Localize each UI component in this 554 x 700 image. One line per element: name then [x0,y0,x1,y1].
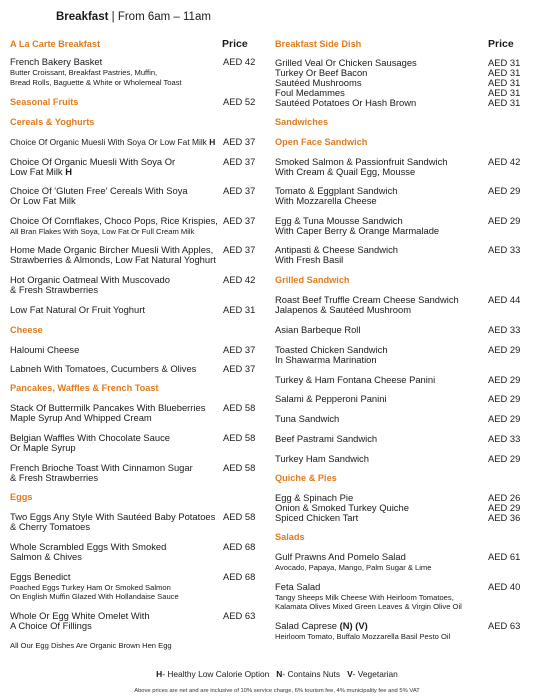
section-salads: Salads [275,532,305,542]
item-caprese-desc: Heirloom Tomato, Buffalo Mozzarella Basil Pesto Oil [275,632,451,641]
item-oatmeal-2: & Fresh Strawberries [10,284,99,295]
item-benedict-desc-2: On English Muffin Glazed With Hollandaise Sauce [10,592,179,601]
section-open-face: Open Face Sandwich [275,137,368,147]
quiche-price: AED 36 [488,512,521,523]
price-waffles: AED 58 [223,432,256,443]
section-cereals: Cereals & Yoghurts [10,117,95,127]
price-labneh: AED 37 [223,363,256,374]
item-two-eggs-2: & Cherry Tomatoes [10,521,91,532]
side-price: AED 31 [488,97,521,108]
item-gluten-2: Or Low Fat Milk [10,195,76,206]
item-antipasti-2: With Fresh Basil [275,254,344,265]
item-tomato-2: With Mozzarella Cheese [275,195,377,206]
item-feta: Feta Salad [275,581,321,592]
item-gulf: Gulf Prawns And Pomelo Salad [275,551,406,562]
menu-hours: From 6am – 11am [117,11,211,23]
section-pancakes: Pancakes, Waffles & French Toast [10,383,159,393]
item-bircher-2: Strawberries & Almonds, Low Fat Natural Yoghurt [10,254,216,265]
item-oatmeal-1: Hot Organic Oatmeal With Muscovado [10,274,170,285]
item-brioche-1: French Brioche Toast With Cinnamon Sugar [10,462,193,473]
price-tuna: AED 29 [488,413,521,424]
section-side-dish: Breakfast Side Dish [275,39,362,49]
item-scrambled-1: Whole Scrambled Eggs With Smoked [10,541,167,552]
price-yoghurt: AED 31 [223,304,256,315]
price-seasonal: AED 52 [223,96,256,107]
price-feta: AED 40 [488,581,521,592]
section-grilled: Grilled Sandwich [275,275,350,285]
price-turkey-ham: AED 29 [488,453,521,464]
title-separator: | [111,11,115,23]
menu-name: Breakfast [56,11,109,23]
item-smoked-salmon-1: Smoked Salmon & Passionfruit Sandwich [275,156,448,167]
price-muesli-h: AED 37 [223,136,256,147]
item-waffles-2: Or Maple Syrup [10,442,76,453]
price-brioche: AED 58 [223,462,256,473]
price-header-right: Price [488,38,514,50]
item-smoked-salmon-2: With Cream & Quail Egg, Mousse [275,166,416,177]
price-asian: AED 33 [488,324,521,335]
item-toasted-2: In Shawarma Marination [275,354,377,365]
section-eggs: Eggs [10,492,33,502]
section-cheese: Cheese [10,325,43,335]
item-waffles-1: Belgian Waffles With Chocolate Sauce [10,432,170,443]
item-pancakes-1: Stack Of Buttermilk Pancakes With Blueberries [10,402,206,413]
item-muesli-1: Choice Of Organic Muesli With Soya Or [10,156,176,167]
item-egg-tuna-1: Egg & Tuna Mousse Sandwich [275,215,403,226]
item-roast-beef-1: Roast Beef Truffle Cream Cheese Sandwich [275,294,459,305]
item-bakery-desc-1: Butter Croissant, Breakfast Pastries, Muffin, [10,68,158,77]
item-tuna: Tuna Sandwich [275,413,340,424]
item-antipasti-1: Antipasti & Cheese Sandwich [275,244,398,255]
price-muesli: AED 37 [223,156,256,167]
item-bakery-desc-2: Bread Rolls, Baguette & White or Wholemeal Toast [10,78,182,87]
section-quiche: Quiche & Pies [275,473,337,483]
side-price: AED 31 [488,67,521,78]
quiche-item: Onion & Smoked Turkey Quiche [275,502,409,513]
item-egg-tuna-2: With Caper Berry & Orange Marmalade [275,225,440,236]
price-toasted: AED 29 [488,344,521,355]
price-pastrami: AED 33 [488,433,521,444]
item-bircher-1: Home Made Organic Bircher Muesli With Apples, [10,244,214,255]
price-bircher: AED 37 [223,244,256,255]
side-item: Grilled Veal Or Chicken Sausages [275,57,417,68]
price-caprese: AED 63 [488,620,521,631]
item-muesli-h: Choice Of Organic Muesli With Soya Or Low Fat Milk H [10,137,216,147]
item-pancakes-2: Maple Syrup And Whipped Cream [10,412,152,423]
item-roast-beef-2: Jalapenos & Sautéed Mushroom [275,304,412,315]
section-seasonal-fruits: Seasonal Fruits [10,97,79,107]
side-item: Sautéed Potatoes Or Hash Brown [275,97,417,108]
item-tomato-1: Tomato & Eggplant Sandwich [275,185,398,196]
item-gluten-1: Choice Of 'Gluten Free' Cereals With Soya [10,185,188,196]
price-gluten: AED 37 [223,185,256,196]
item-pastrami: Beef Pastrami Sandwich [275,433,378,444]
item-omelet-1: Whole Or Egg White Omelet With [10,610,150,621]
item-brioche-2: & Fresh Strawberries [10,472,99,483]
item-benedict: Eggs Benedict [10,571,71,582]
price-roast-beef: AED 44 [488,294,521,305]
side-price: AED 31 [488,87,521,98]
side-price: AED 31 [488,77,521,88]
item-turkey-ham: Turkey Ham Sandwich [275,453,369,464]
item-cornflakes-2: All Bran Flakes With Soya, Low Fat Or Full Cream Milk [10,227,195,236]
price-antipasti: AED 33 [488,244,521,255]
section-a-la-carte: A La Carte Breakfast [10,39,101,49]
item-scrambled-2: Salmon & Chives [10,551,82,562]
side-item: Sautéed Mushrooms [275,77,362,88]
side-price: AED 31 [488,57,521,68]
price-oatmeal: AED 42 [223,274,256,285]
side-item: Turkey Or Beef Bacon [275,67,368,78]
item-labneh: Labneh With Tomatoes, Cucumbers & Olives [10,363,197,374]
quiche-item: Egg & Spinach Pie [275,492,354,503]
item-turkey-fontana: Turkey & Ham Fontana Cheese Panini [275,374,436,385]
price-tomato: AED 29 [488,185,521,196]
item-benedict-desc-1: Poached Eggs Turkey Ham Or Smoked Salmon [10,583,171,592]
item-two-eggs-1: Two Eggs Any Style With Sautéed Baby Potatoes [10,511,216,522]
side-item: Foul Medammes [275,87,345,98]
item-yoghurt: Low Fat Natural Or Fruit Yoghurt [10,304,145,315]
price-scrambled: AED 68 [223,541,256,552]
item-feta-desc-2: Kalamata Olives Mixed Green Leaves & Virgin Olive Oil [275,602,462,611]
price-two-eggs: AED 58 [223,511,256,522]
price-turkey-fontana: AED 29 [488,374,521,385]
quiche-price: AED 29 [488,502,521,513]
item-feta-desc-1: Tangy Sheeps Milk Cheese With Heirloom Tomatoes, [275,593,454,602]
item-caprese: Salad Caprese (N) (V) [275,620,368,631]
price-benedict: AED 68 [223,571,256,582]
menu-title [56,11,211,23]
price-bakery: AED 42 [223,56,256,67]
quiche-item: Spiced Chicken Tart [275,512,359,523]
price-omelet: AED 63 [223,610,256,621]
price-cornflakes: AED 37 [223,215,256,226]
dietary-legend: H- Healthy Low Calorie Option N- Contains Nuts V- Vegetarian [156,669,398,679]
price-egg-tuna: AED 29 [488,215,521,226]
item-haloumi: Haloumi Cheese [10,344,80,355]
item-asian: Asian Barbeque Roll [275,324,361,335]
price-pancakes: AED 58 [223,402,256,413]
section-sandwiches: Sandwiches [275,117,329,127]
item-cornflakes-1: Choice Of Cornflakes, Choco Pops, Rice Krispies, [10,215,218,226]
price-salami: AED 29 [488,393,521,404]
quiche-price: AED 26 [488,492,521,503]
price-header-left: Price [222,38,248,50]
item-muesli-2: Low Fat Milk H [10,166,73,177]
price-smoked-salmon: AED 42 [488,156,521,167]
price-gulf: AED 61 [488,551,521,562]
item-salami: Salami & Pepperoni Panini [275,393,387,404]
item-omelet-2: A Choice Of Fillings [10,620,92,631]
egg-note: All Our Egg Dishes Are Organic Brown Hen Egg [10,641,172,650]
price-disclaimer: Above prices are net and are inclusive of 10% service charge, 6% tourism fee, 4% municipality fee and 5% VAT [134,688,420,694]
item-toasted-1: Toasted Chicken Sandwich [275,344,388,355]
item-gulf-desc: Avocado, Papaya, Mango, Palm Sugar & Lime [275,563,432,572]
item-bakery: French Bakery Basket [10,56,103,67]
price-haloumi: AED 37 [223,344,256,355]
